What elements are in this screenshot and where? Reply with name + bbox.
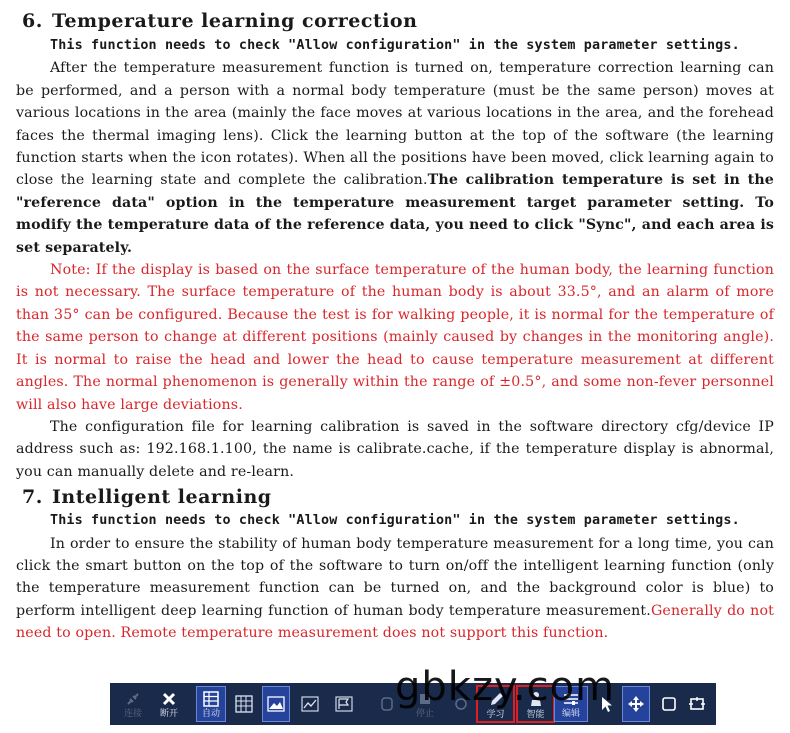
stop-icon [417,691,433,707]
close-icon [161,691,177,707]
line-chart-icon [301,696,319,712]
rectangle-icon [662,697,676,711]
record-icon [379,696,395,712]
section-7-heading [16,484,774,510]
edit-icon [562,691,580,707]
software-toolbar [110,683,716,725]
learn-label: 学习 [486,708,505,719]
pencil-icon [488,690,504,708]
image-button[interactable] [262,686,290,722]
rectangle-button[interactable] [658,686,680,722]
chart-button[interactable] [296,686,324,722]
cursor-icon [600,695,614,713]
area-icon [688,696,706,712]
learn-button[interactable] [477,686,514,722]
flag-icon [335,696,353,712]
auto-label: 自动 [201,707,220,718]
auto-button[interactable] [196,686,226,722]
hot-image-button[interactable] [446,686,476,722]
section-title: Intelligent learning [52,486,272,509]
section-6-body [16,57,774,259]
move-arrows-icon [627,695,645,713]
section-6-body-bold: The calibration temperature is set in the "reference data" option in the temperature measurement target parameter setting. To modify the temperature data of the reference data, you need to click "Sync", and each area is set separately. [16,172,774,256]
section-7-body-plain: In order to ensure the stability of human body temperature measurement for a long time, you can click the smart button on the top of the software to turn on/off the intelligent learning function (only the temperature measurement function can be turned on, and the background color is blue) to perform intelligent deep learning function of human body temperature measurement. [16,535,774,619]
smart-label: 智能 [526,708,545,719]
smart-button[interactable] [517,686,554,722]
section-number: 7. [22,486,43,509]
disconnect-button[interactable] [154,686,184,722]
stop-label: 停止 [415,707,434,718]
section-7-body-red: Generally do not need to open. Remote temperature measurement does not support this function. [16,602,774,642]
section-7-requirement: This function needs to check "Allow configuration" in the system parameter settings. [50,513,740,529]
smart-person-icon [528,690,544,708]
edit-label: 编辑 [561,707,580,718]
section-7-body [16,533,774,645]
section-6-requirement: This function needs to check "Allow configuration" in the system parameter settings. [50,38,740,53]
section-6-note: Note: If the display is based on the surface temperature of the human body, the learning function is not necessary. The surface temperature of the human body is about 33.5°, and an alarm of more than 35° can be configured. Because the test is for walking people, it is normal for the temperature of the same person to change at different positions (mainly caused by changes in the monitoring angle). It is normal to raise the head and lower the head to cause temperature measurement at different angles. The normal phenomenon is generally within the range of ±0.5°, and some non-fever personnel will also have large deviations. [16,262,774,413]
document [16,8,774,645]
flag-button[interactable] [330,686,358,722]
connect-button[interactable] [118,686,148,722]
table-icon [235,695,253,713]
watermark: gbkzy.com [395,664,616,710]
section-6-heading [16,8,774,34]
disconnect-label: 断开 [159,707,178,718]
table-button[interactable] [230,686,258,722]
connect-icon [125,691,141,707]
edit-button[interactable] [554,686,588,722]
stop-button[interactable] [410,686,440,722]
section-6-body-plain: After the temperature measurement function is turned on, temperature correction learning can be performed, and a person with a normal body temperature (must be the same person) moves at various locations in the area (mainly the face moves at various locations in the area, and the forehead faces the thermal imaging lens). Click the learning button at the top of the software (the learning function starts when the icon rotates). When all the positions have been moved, click learning again to close the learning state and complete the calibration. [16,60,774,189]
thermal-icon [453,696,469,712]
record-button[interactable] [374,686,400,722]
area-button[interactable] [684,686,710,722]
grid-icon [203,691,219,707]
image-icon [267,696,285,712]
section-6-config: The configuration file for learning calibration is saved in the software directory cfg/device IP address such as: 192.168.1.100, the name is calibrate.cache, if the temperature display is abnormal, you can manually delete and re-learn. [16,418,774,480]
section-title: Temperature learning correction [52,10,418,32]
move-button[interactable] [622,686,650,722]
pointer-button[interactable] [596,686,618,722]
connect-label: 连接 [123,707,142,718]
section-number: 6. [22,10,43,32]
